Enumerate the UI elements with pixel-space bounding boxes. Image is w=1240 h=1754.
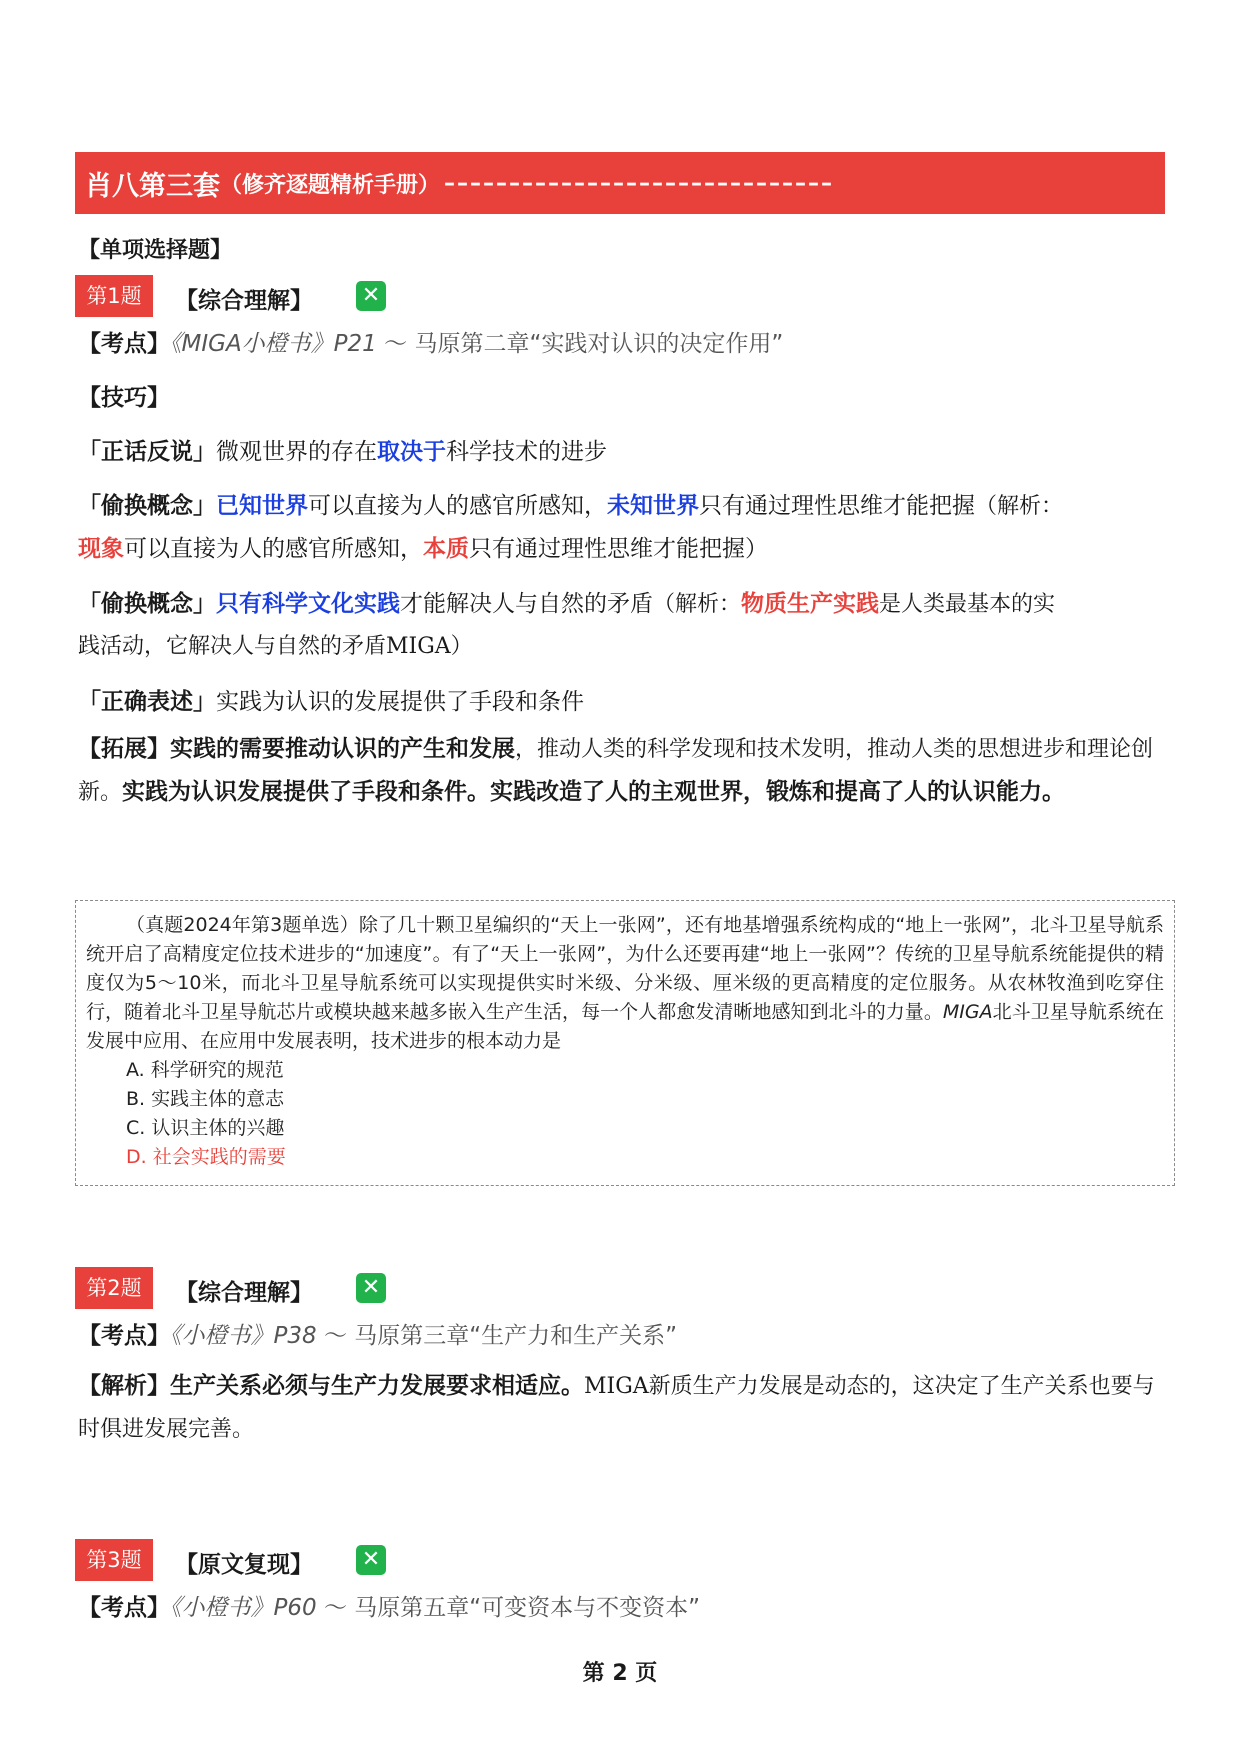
kaodian-1 (78, 328, 783, 360)
cross-box-icon: ✕ (356, 281, 386, 311)
section-title: 【单项选择题】 (78, 238, 233, 263)
kaodian-3: 【考点】《小橙书》P60 ～ 马原第五章“可变资本与不变资本” (78, 1595, 701, 1621)
banner-subtitle: （修齐逐题精析手册） (220, 172, 441, 198)
tip-line-2: 「偷换概念」已知世界可以直接为人的感官所感知，未知世界只有通过理性思维才能把握（解析： (78, 493, 1064, 519)
tip-line-4: 「正确表述」实践为认识的发展提供了手段和条件 (78, 689, 584, 715)
cross-box-icon: ✕ (356, 1273, 386, 1303)
banner-title: 肖八第三套 (85, 170, 220, 202)
kaodian-2: 【考点】《小橙书》P38 ～ 马原第三章“生产力和生产关系” (78, 1323, 678, 1349)
question-category-3: 【原文复现】 (175, 1552, 313, 1578)
option-a: A. 科学研究的规范 (126, 1059, 284, 1081)
question-badge-3: 第3题 (75, 1539, 153, 1581)
cross-box-icon: ✕ (356, 1545, 386, 1575)
option-b: B. 实践主体的意志 (126, 1088, 285, 1110)
kaodian-label: 【考点】 (78, 331, 170, 357)
kaodian-topic: ～ 马原第二章“实践对认识的决定作用” (376, 331, 784, 357)
exam-question-text: （真题2024年第3题单选）除了几十颗卫星编织的“天上一张网”，还有地基增强系统构成的“地上一张网”，北斗卫星导航系统开启了高精度定位技术进步的“加速度”。有了“天上一张网”，为什么还要再建“地上一张网”？传统的卫星导航系统能提供的精度仅为5～10米，而北斗卫星导航系统可以实现提供实时米级、分米级、厘米级的更高精度的定位服务。从农林牧渔到吃穿住行，随着北斗卫星导航芯片或模块越来越多嵌入生产生活，每一个人都愈发清晰地感知到北斗的力量。MIGA北斗卫星导航系统在发展中应用、在应用中发展表明，技术进步的根本动力是 (86, 914, 1164, 1052)
tip-line-1: 「正话反说」微观世界的存在取决于科学技术的进步 (78, 439, 607, 465)
exam-question-box (75, 900, 1175, 1186)
option-d-answer: D. 社会实践的需要 (126, 1146, 286, 1168)
tip-line-3-cont: 践活动，它解决人与自然的矛盾MIGA） (78, 634, 473, 659)
tuozhan-paragraph: 【拓展】实践的需要推动认识的产生和发展，推动人类的科学发现和技术发明，推动人类的思想进步和理论创新。实践为认识发展提供了手段和条件。实践改造了人的主观世界，锻炼和提高了人的认识能力。 (78, 736, 1154, 805)
kaodian-book: 《MIGA小橙书》P21 (170, 331, 377, 357)
question-badge-1: 第1题 (75, 275, 153, 317)
page-number: 第 2 页 (582, 1661, 658, 1686)
question-badge-2: 第2题 (75, 1267, 153, 1309)
question-category-1: 【综合理解】 (175, 288, 313, 314)
jiexi-paragraph: 【解析】生产关系必须与生产力发展要求相适应。MIGA新质生产力发展是动态的，这决定了生产关系也要与时俱进发展完善。 (78, 1373, 1155, 1442)
section-banner (75, 152, 1165, 214)
tip-line-2-cont: 现象可以直接为人的感官所感知，本质只有通过理性思维才能把握） (78, 536, 768, 562)
jiqiao-label: 【技巧】 (78, 385, 170, 411)
question-category-2: 【综合理解】 (175, 1280, 313, 1306)
option-c: C. 认识主体的兴趣 (126, 1117, 285, 1139)
banner-dashes: –––––––––––––––––––––––––––––– (444, 170, 835, 196)
tip-line-3: 「偷换概念」只有科学文化实践才能解决人与自然的矛盾（解析：物质生产实践是人类最基本的实 (78, 591, 1056, 617)
